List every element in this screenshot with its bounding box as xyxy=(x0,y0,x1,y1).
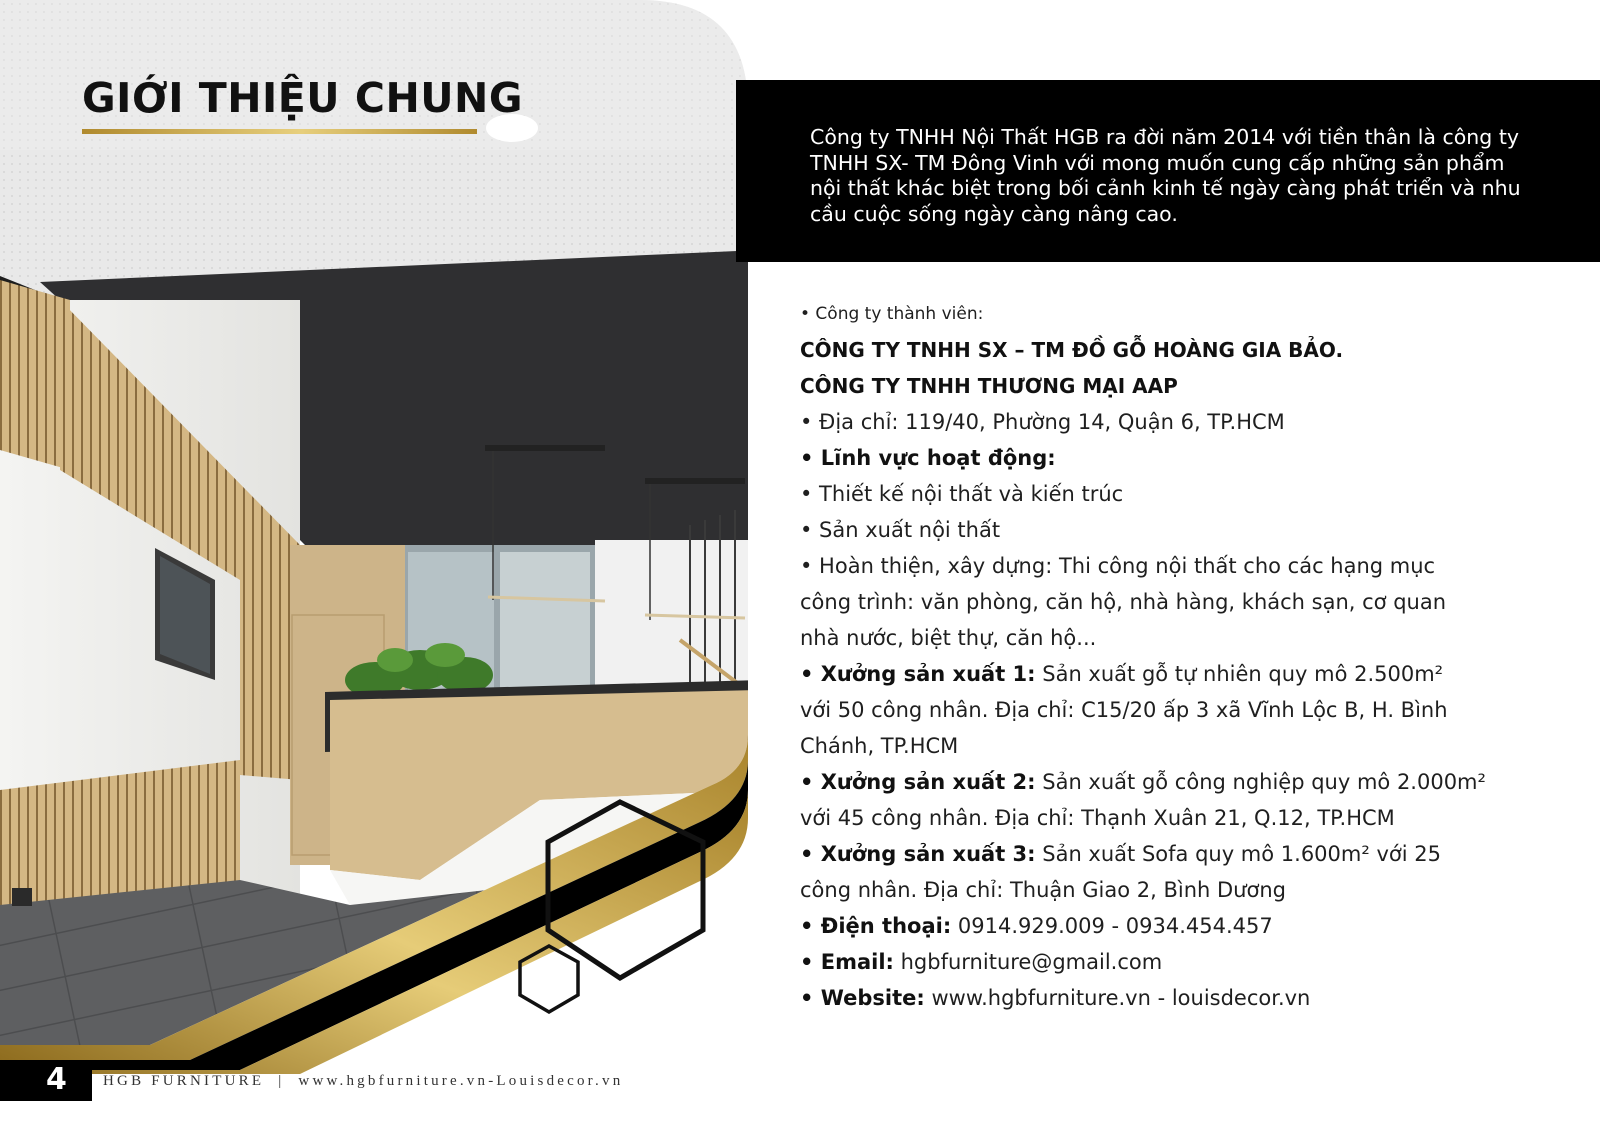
factory-2-line-1 xyxy=(800,764,1540,800)
footer-text xyxy=(103,1073,623,1090)
member-companies-label: • Công ty thành viên: xyxy=(800,304,984,324)
field-item-construction-3: nhà nước, biệt thự, căn hộ... xyxy=(800,626,1097,650)
factory-1-line-3: Chánh, TP.HCM xyxy=(800,734,959,758)
page-number: 4 xyxy=(46,1062,67,1097)
email-value: hgbfurniture@gmail.com xyxy=(900,950,1163,974)
footer-separator: | xyxy=(278,1073,285,1089)
field-item-construction-2: công trình: văn phòng, căn hộ, nhà hàng, khách sạn, cơ quan xyxy=(800,590,1447,614)
field-label: • Lĩnh vực hoạt động: xyxy=(800,446,1056,470)
title-underline xyxy=(82,129,477,134)
field-of-activity-label xyxy=(800,440,1540,476)
factory-2-label: • Xưởng sản xuất 2: xyxy=(800,770,1036,794)
factory-3-text: Sản xuất Sofa quy mô 1.600m² với 25 xyxy=(1042,842,1441,866)
field-item-construction-1: • Hoàn thiện, xây dựng: Thi công nội thất cho các hạng mục xyxy=(800,554,1436,578)
factory-3-line-1 xyxy=(800,836,1540,872)
field-item-design: • Thiết kế nội thất và kiến trúc xyxy=(800,482,1124,506)
field-item-production: • Sản xuất nội thất xyxy=(800,518,1001,542)
email-line xyxy=(800,944,1540,980)
factory-2-line-2: với 45 công nhân. Địa chỉ: Thạnh Xuân 21, Q.12, TP.HCM xyxy=(800,806,1395,830)
footer-urls: www.hgbfurniture.vn-Louisdecor.vn xyxy=(298,1073,624,1089)
website-line xyxy=(800,980,1540,1016)
company-details xyxy=(800,296,1540,1016)
factory-1-line-2: với 50 công nhân. Địa chỉ: C15/20 ấp 3 xã Vĩnh Lộc B, H. Bình xyxy=(800,698,1448,722)
hexagon-small xyxy=(520,946,578,1012)
page-title: GIỚI THIỆU CHUNG xyxy=(82,74,524,122)
factory-2-text: Sản xuất gỗ công nghiệp quy mô 2.000m² xyxy=(1042,770,1486,794)
factory-1-label: • Xưởng sản xuất 1: xyxy=(800,662,1036,686)
factory-3-label: • Xưởng sản xuất 3: xyxy=(800,842,1036,866)
footer-brand: HGB FURNITURE xyxy=(103,1073,265,1089)
address-line: • Địa chỉ: 119/40, Phường 14, Quận 6, TP.HCM xyxy=(800,410,1285,434)
factory-1-text: Sản xuất gỗ tự nhiên quy mô 2.500m² xyxy=(1042,662,1444,686)
email-label: • Email: xyxy=(800,950,894,974)
member-company-1: CÔNG TY TNHH SX – TM ĐỒ GỖ HOÀNG GIA BẢO. xyxy=(800,338,1344,362)
phone-label: • Điện thoại: xyxy=(800,914,952,938)
member-company-2: CÔNG TY TNHH THƯƠNG MẠI AAP xyxy=(800,374,1178,398)
phone-line xyxy=(800,908,1540,944)
intro-paragraph: Công ty TNHH Nội Thất HGB ra đời năm 2014 với tiền thân là công ty TNHH SX- TM Đông Vinh với mong muốn cung cấp những sản phẩm nội thất khác biệt trong bối cảnh kinh tế ngày càng phát triển và nhu cầu cuộc sống ngày càng nâng cao. xyxy=(810,125,1521,226)
factory-3-line-2: công nhân. Địa chỉ: Thuận Giao 2, Bình Dương xyxy=(800,878,1286,902)
website-value: www.hgbfurniture.vn - louisdecor.vn xyxy=(931,986,1311,1010)
phone-value: 0914.929.009 - 0934.454.457 xyxy=(957,914,1273,938)
factory-1-line-1 xyxy=(800,656,1540,692)
website-label: • Website: xyxy=(800,986,925,1010)
